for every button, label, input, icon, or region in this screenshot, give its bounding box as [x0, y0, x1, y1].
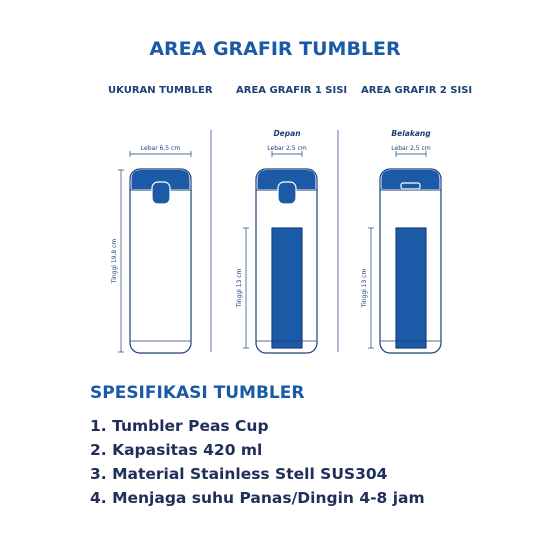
page-title: AREA GRAFIR TUMBLER	[149, 38, 401, 60]
height-label: Tinggi 19,8 cm	[111, 238, 118, 284]
column-heading-one-side: AREA GRAFIR 1 SISI	[236, 85, 348, 96]
width-label: Lebar 6,5 cm	[140, 145, 181, 152]
width-label: Lebar 2,5 cm	[267, 145, 307, 152]
column-heading-two-side: AREA GRAFIR 2 SISI	[361, 85, 473, 96]
column-heading-size: UKURAN TUMBLER	[108, 85, 213, 96]
front-caption: Depan	[273, 129, 301, 138]
spec-item: 4. Menjaga suhu Panas/Dingin 4-8 jam	[90, 489, 425, 507]
height-label: Tinggi 13 cm	[361, 268, 368, 308]
tumbler-back-drawing	[361, 129, 441, 353]
tumbler-size-drawing	[111, 145, 191, 353]
height-label: Tinggi 13 cm	[236, 268, 243, 308]
width-label: Lebar 2,5 cm	[391, 145, 431, 152]
specs-list	[90, 414, 425, 510]
engraving-area	[272, 228, 302, 348]
engraving-area	[396, 228, 426, 348]
spec-item: 1. Tumbler Peas Cup	[90, 417, 269, 435]
specs-title: SPESIFIKASI TUMBLER	[90, 383, 305, 403]
back-caption: Belakang	[391, 129, 431, 138]
spec-item: 3. Material Stainless Stell SUS304	[90, 465, 388, 483]
spec-item: 2. Kapasitas 420 ml	[90, 441, 263, 459]
tumbler-front-drawing	[236, 129, 317, 353]
